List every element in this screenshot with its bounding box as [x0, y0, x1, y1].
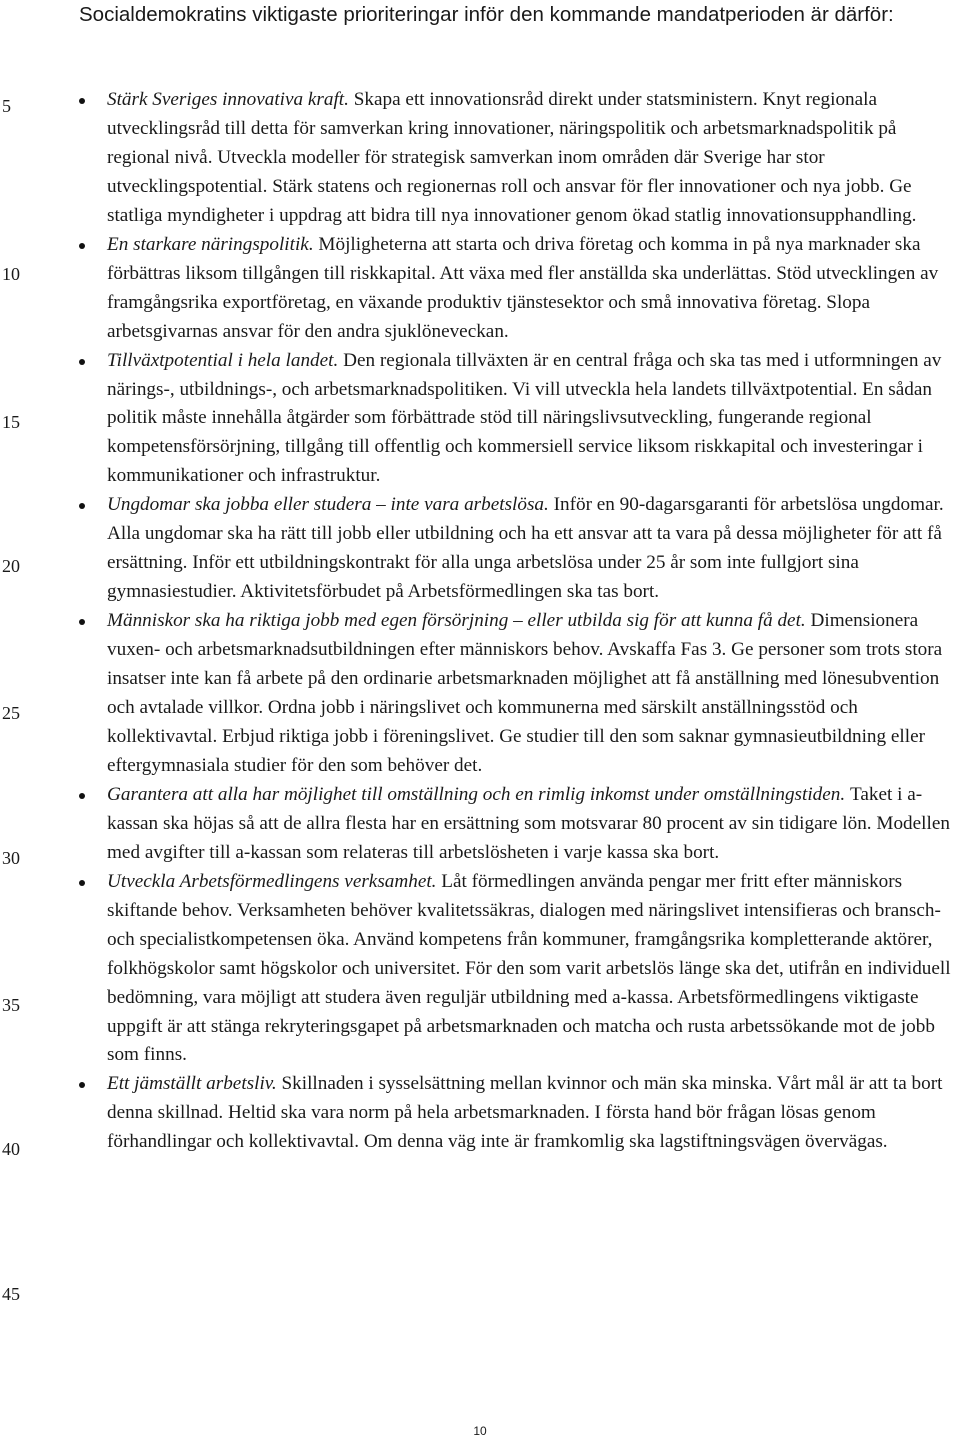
list-item-lead: Tillväxtpotential i hela landet.	[107, 349, 344, 371]
page-number: 10	[473, 1424, 487, 1438]
list-item-lead: Ungdomar ska jobba eller studera – inte vara arbetslösa.	[107, 494, 554, 516]
list-item	[0, 86, 960, 231]
line-number: 5	[2, 96, 11, 116]
page-heading: Socialdemokratins viktigaste prioriteringar inför den kommande mandatperioden är därför:	[79, 3, 894, 26]
line-number: 45	[2, 1284, 20, 1304]
list-item	[0, 347, 960, 492]
list-item-text: Dimensionera vuxen- och arbetsmarknadsutbildningen efter människors behov. Avskaffa Fas 3. Ge personer som trots stora insatser inte kan få arbete på den ordinarie arbetsmarknaden möjlighet att få anställning med lönesubvention och avtalade villkor. Ordna jobb i näringslivet och kommunerna med särskilt anställningsstöd och kollektivavtal. Erbjud riktiga jobb i föreningslivet. Ge studier till den som saknar gymnasieutbildning eller eftergymnasiala studier för den som behöver det.	[107, 610, 943, 776]
bullet-icon	[79, 880, 85, 886]
list-item	[0, 607, 960, 781]
list-item-text: Inför en 90-dagarsgaranti för arbetslösa ungdomar. Alla ungdomar ska ha rätt till jobb eller utbildning och ha ett ansvar att ta vara på dessa möjligheter för att få ersättning. Inför ett utbildningskontrakt för alla unga arbetslösa under 25 år som inte fullgjort sina gymnasiestudier. Aktivitetsförbudet på Arbetsförmedlingen ska tas bort.	[107, 494, 944, 603]
bullet-icon	[79, 243, 85, 249]
bullet-icon	[79, 1082, 85, 1088]
list-item-lead: En starkare näringspolitik.	[107, 233, 319, 255]
bullet-icon	[79, 98, 85, 104]
line-number: 40	[2, 1139, 20, 1159]
list-item-lead: Ett jämställt arbetsliv.	[107, 1073, 282, 1095]
bullet-icon	[79, 503, 85, 509]
list-item	[0, 781, 960, 868]
bullet-icon	[79, 619, 85, 625]
list-item-lead: Utveckla Arbetsförmedlingens verksamhet.	[107, 870, 442, 892]
list-item-text: Skapa ett innovationsråd direkt under statsministern. Knyt regionala utvecklingsråd till detta för samverkan kring innovationer, näringspolitik och arbetsmarknadspolitik på regional nivå. Utveckla modeller för strategisk samverkan inom områden där Sverige har stor utvecklingspotential. Stärk statens och regionernas roll och ansvar för fler innovationer och nya jobb. Ge statliga myndigheter i uppdrag att bidra till nya innovationer genom ökad statlig innovationsupphandling.	[107, 89, 917, 226]
list-item-text: Möjligheterna att starta och driva företag och komma in på nya marknader ska förbättras liksom tillgången till riskkapital. Att växa med fler anställda ska underlättas. Stöd utvecklingen av framgångsrika exportföretag, en växande produktiv tjänstesektor och små innovativa företag. Slopa arbetsgivarnas ansvar för den andra sjuklöneveckan.	[107, 233, 939, 342]
list-item-lead: Stärk Sveriges innovativa kraft.	[107, 89, 354, 110]
line-number: 15	[2, 412, 20, 432]
list-item	[0, 491, 960, 607]
bullet-icon	[79, 359, 85, 365]
line-number: 30	[2, 848, 20, 868]
line-number: 10	[2, 264, 20, 284]
priority-list	[0, 86, 960, 1157]
list-item-text: Låt förmedlingen använda pengar mer fritt efter människors skiftande behov. Verksamheten behöver kvalitetssäkras, dialogen med näringslivet intensifieras och bransch- och specialistkompetensen öka. Använd kompetens från kommuner, framgångsrika kompletterande aktörer, folkhögskolor samt högskolor och universitet. För den som varit arbetslös länge ska det, utifrån en individuell bedömning, vara möjligt att studera även reguljär utbildning med a-kassa. Arbetsförmedlingens viktigaste uppgift är att stänga rekryteringsgapet på arbetsmarknaden och matcha och rusta arbetssökande mot de jobb som finns.	[107, 870, 951, 1066]
line-number: 35	[2, 995, 20, 1015]
list-item-text: Taket i a-kassan ska höjas så att de allra flesta har en ersättning som motsvarar 80 procent av sin tidigare lön. Modellen med avgifter till a-kassan som relateras till arbetslösheten i varje kassa ska bort.	[107, 783, 950, 863]
line-number: 25	[2, 703, 20, 723]
list-item-text: Den regionala tillväxten är en central fråga och ska tas med i utformningen av närings-, utbildnings-, och arbetsmarknadspolitiken. Vi vill utveckla hela landets tillväxtpotential. En sådan politik måste innehålla åtgärder som förbättrade stöd till näringslivsutveckling, fungerande regional kompetensförsörjning, tillgång till offentlig och kommersiell service liksom riskkapital och investeringar i kommunikationer och infrastruktur.	[107, 349, 942, 487]
list-item-lead: Garantera att alla har möjlighet till omställning och en rimlig inkomst under omställningstiden.	[107, 783, 850, 805]
bullet-icon	[79, 793, 85, 799]
list-item	[0, 231, 960, 347]
list-item	[0, 1070, 960, 1157]
line-number: 20	[2, 556, 20, 576]
list-item-lead: Människor ska ha riktiga jobb med egen försörjning – eller utbilda sig för att kunna få det.	[107, 610, 811, 632]
list-item-text: Skillnaden i sysselsättning mellan kvinnor och män ska minska. Vårt mål är att ta bort denna skillnad. Heltid ska vara norm på hela arbetsmarknaden. I första hand bör frågan lösas genom förhandlingar och kollektivavtal. Om denna väg inte är framkomlig ska lagstiftningsvägen övervägas.	[107, 1073, 943, 1153]
list-item	[0, 868, 960, 1071]
